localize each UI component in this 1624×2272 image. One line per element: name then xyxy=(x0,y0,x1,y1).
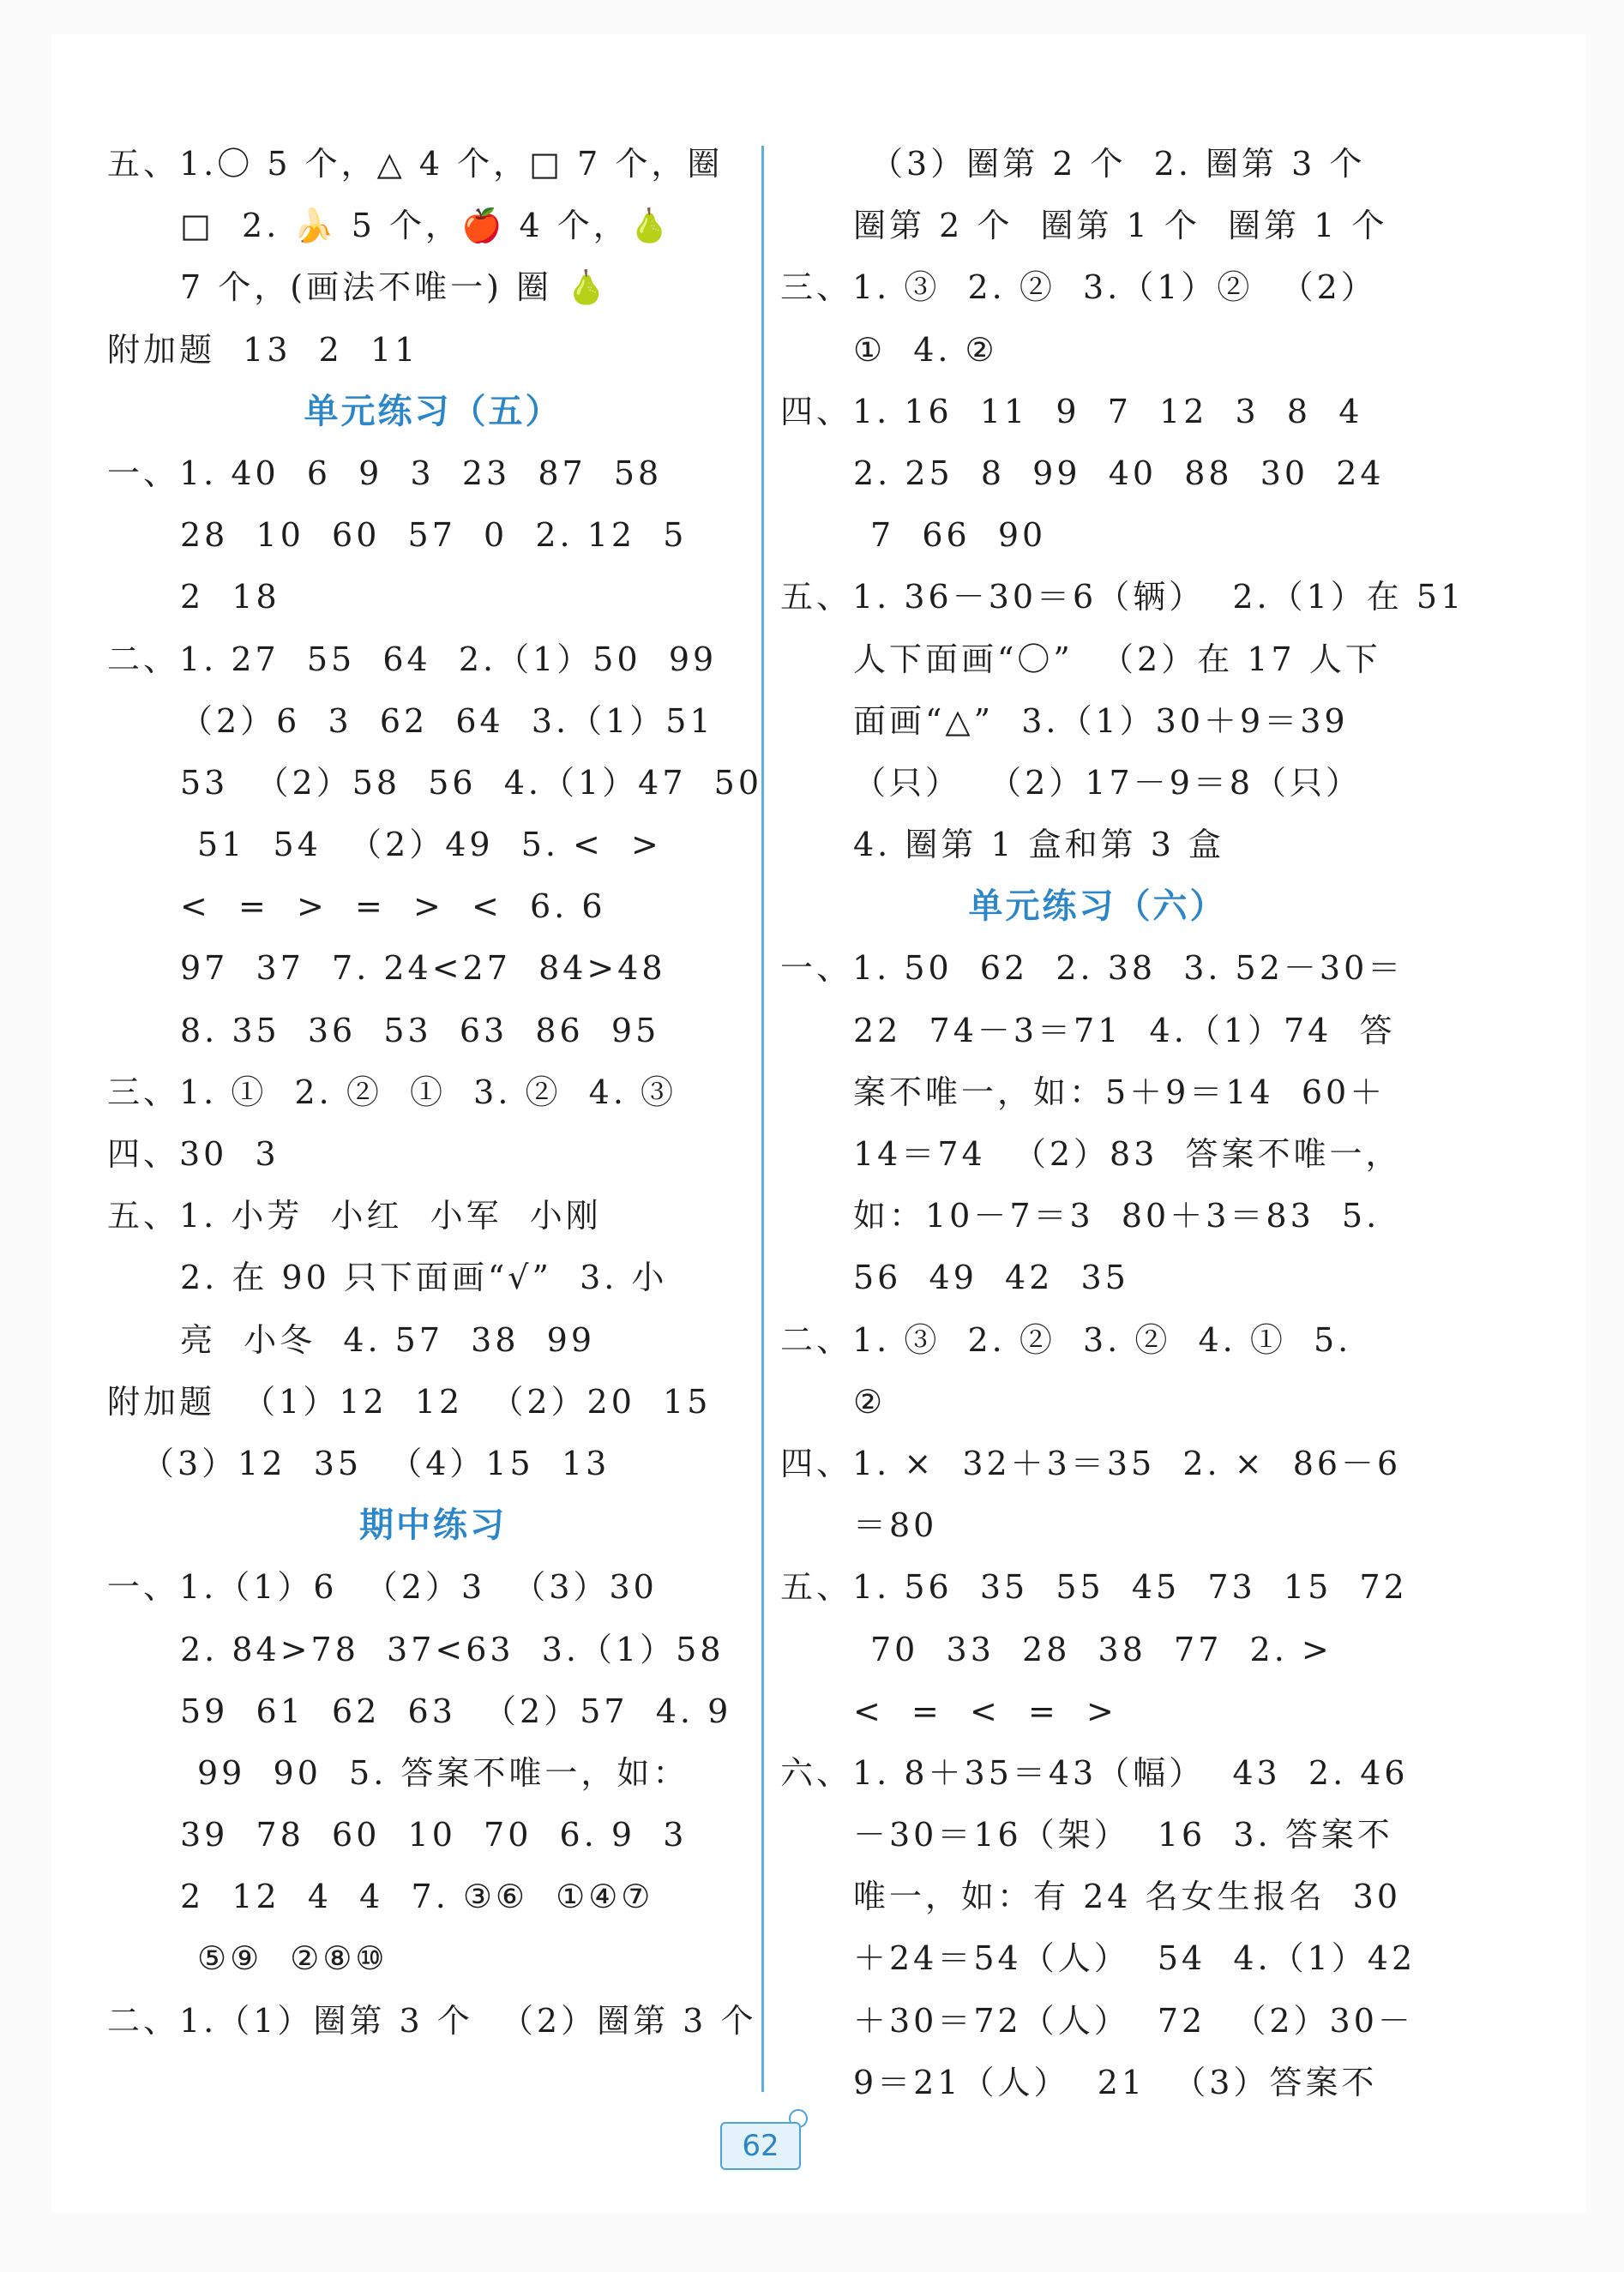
answer-line: 一、1.（1）6 （2）3 （3）30 xyxy=(107,1568,658,1607)
answer-line: 14＝74 （2）83 答案不唯一， xyxy=(853,1135,1402,1173)
section-heading: 单元练习（五） xyxy=(304,391,562,431)
answer-line: 56 49 42 35 xyxy=(853,1259,1129,1297)
answer-line: 四、1. 16 11 9 7 12 3 8 4 xyxy=(780,392,1363,430)
answer-line: 2. 25 8 99 40 88 30 24 xyxy=(853,454,1385,492)
answer-line: 二、1. 27 55 64 2.（1）50 99 xyxy=(107,640,718,678)
answer-line: ＋24＝54（人） 54 4.（1）42 xyxy=(853,1939,1416,1978)
answer-line: 2 12 4 4 7. ③⑥ ①④⑦ xyxy=(180,1878,654,1916)
answer-line: ⑤⑨ ②⑧⑩ xyxy=(197,1939,388,1978)
answer-line: 人下面画“〇” （2）在 17 人下 xyxy=(853,640,1381,678)
column-divider xyxy=(761,146,764,2092)
answer-line: ＋30＝72（人） 72 （2）30－ xyxy=(853,2001,1414,2040)
answer-line: 二、1. ③ 2. ② 3. ② 4. ① 5. xyxy=(780,1320,1352,1359)
answer-line: 唯一，如：有 24 名女生报名 30 xyxy=(853,1878,1402,1916)
answer-line: 圈第 2 个 圈第 1 个 圈第 1 个 xyxy=(853,207,1388,245)
answer-line: （3）12 35 （4）15 13 xyxy=(141,1444,611,1482)
answer-line: ① 4. ② xyxy=(853,330,998,369)
answer-line: 22 74－3＝71 4.（1）74 答 xyxy=(853,1011,1396,1049)
answer-line: 9＝21（人） 21 （3）答案不 xyxy=(853,2063,1378,2101)
answer-line: □ 2. 🍌 5 个，🍎 4 个，🍐 xyxy=(180,207,674,245)
answer-line: 三、1. ① 2. ② ① 3. ② 4. ③ xyxy=(107,1073,677,1111)
answer-line: 7 个，(画法不唯一) 圈 🍐 xyxy=(180,268,611,307)
answer-line: 59 61 62 63 （2）57 4. 9 xyxy=(180,1692,732,1730)
section-heading: 期中练习 xyxy=(359,1506,507,1546)
answer-line: 70 33 28 38 77 2. > xyxy=(870,1630,1332,1668)
answer-line: 附加题 13 2 11 xyxy=(107,330,419,369)
answer-line: 五、1. 36－30＝6（辆） 2.（1）在 51 xyxy=(780,578,1465,616)
answer-line: 如：10－7＝3 80＋3＝83 5. xyxy=(853,1197,1380,1235)
answer-line: 六、1. 8＋35＝43（幅） 43 2. 46 xyxy=(780,1753,1409,1792)
answer-line: 2. 在 90 只下面画“√” 3. 小 xyxy=(180,1259,668,1297)
answer-line: 39 78 60 10 70 6. 9 3 xyxy=(180,1816,688,1854)
answer-line: 2. 84>78 37<63 3.（1）58 xyxy=(180,1630,725,1668)
answer-line: 四、30 3 xyxy=(107,1135,280,1173)
answer-line: －30＝16（架） 16 3. 答案不 xyxy=(853,1816,1393,1854)
answer-line: < = > = > < 6. 6 xyxy=(180,887,606,926)
answer-line: 7 66 90 xyxy=(870,516,1047,555)
answer-line: 五、1.〇 5 个，△ 4 个，□ 7 个，圈 xyxy=(107,145,724,183)
answer-line: ＝80 xyxy=(853,1506,938,1545)
answer-line: 亮 小冬 4. 57 38 99 xyxy=(180,1320,596,1359)
answer-line: 三、1. ③ 2. ② 3.（1）② （2） xyxy=(780,268,1377,307)
page-number: 62 xyxy=(720,2122,801,2170)
answer-line: 一、1. 50 62 2. 38 3. 52－30＝ xyxy=(780,949,1404,988)
answer-line: 51 54 （2）49 5. < > xyxy=(197,826,662,864)
answer-line: 8. 35 36 53 63 86 95 xyxy=(180,1011,660,1049)
answer-line: 五、1. 56 35 55 45 73 15 72 xyxy=(780,1568,1408,1607)
answer-line: （3）圈第 2 个 2. 圈第 3 个 xyxy=(870,145,1366,183)
answer-line: 五、1. 小芳 小红 小军 小刚 xyxy=(107,1197,602,1235)
answer-line: 二、1.（1）圈第 3 个 （2）圈第 3 个 xyxy=(107,2001,757,2040)
answer-line: 28 10 60 57 0 2. 12 5 xyxy=(180,516,688,555)
right-answer-column xyxy=(780,133,1465,2113)
answer-line: 四、1. × 32＋3＝35 2. × 86－6 xyxy=(780,1444,1402,1482)
answer-line: 4. 圈第 1 盒和第 3 盒 xyxy=(853,826,1225,864)
answer-line: 一、1. 40 6 9 3 23 87 58 xyxy=(107,454,663,492)
answer-line: 2 18 xyxy=(180,578,280,616)
answer-line: 面画“△” 3.（1）30＋9＝39 xyxy=(853,701,1349,740)
answer-line: < = < = > xyxy=(853,1692,1117,1730)
answer-line: ② xyxy=(853,1382,887,1421)
section-heading: 单元练习（六） xyxy=(968,887,1227,927)
left-answer-column xyxy=(107,133,763,2052)
answer-line: 附加题 （1）12 12 （2）20 15 xyxy=(107,1382,712,1421)
answer-line: 53 （2）58 56 4.（1）47 50 xyxy=(180,763,763,802)
answer-line: （只） （2）17－9＝8（只） xyxy=(853,763,1362,802)
answer-line: 99 90 5. 答案不唯一，如： xyxy=(197,1753,689,1792)
answer-line: 案不唯一，如：5＋9＝14 60＋ xyxy=(853,1073,1386,1111)
answer-line: （2）6 3 62 64 3.（1）51 xyxy=(180,701,714,740)
answer-line: 97 37 7. 24<27 84>48 xyxy=(180,949,666,988)
